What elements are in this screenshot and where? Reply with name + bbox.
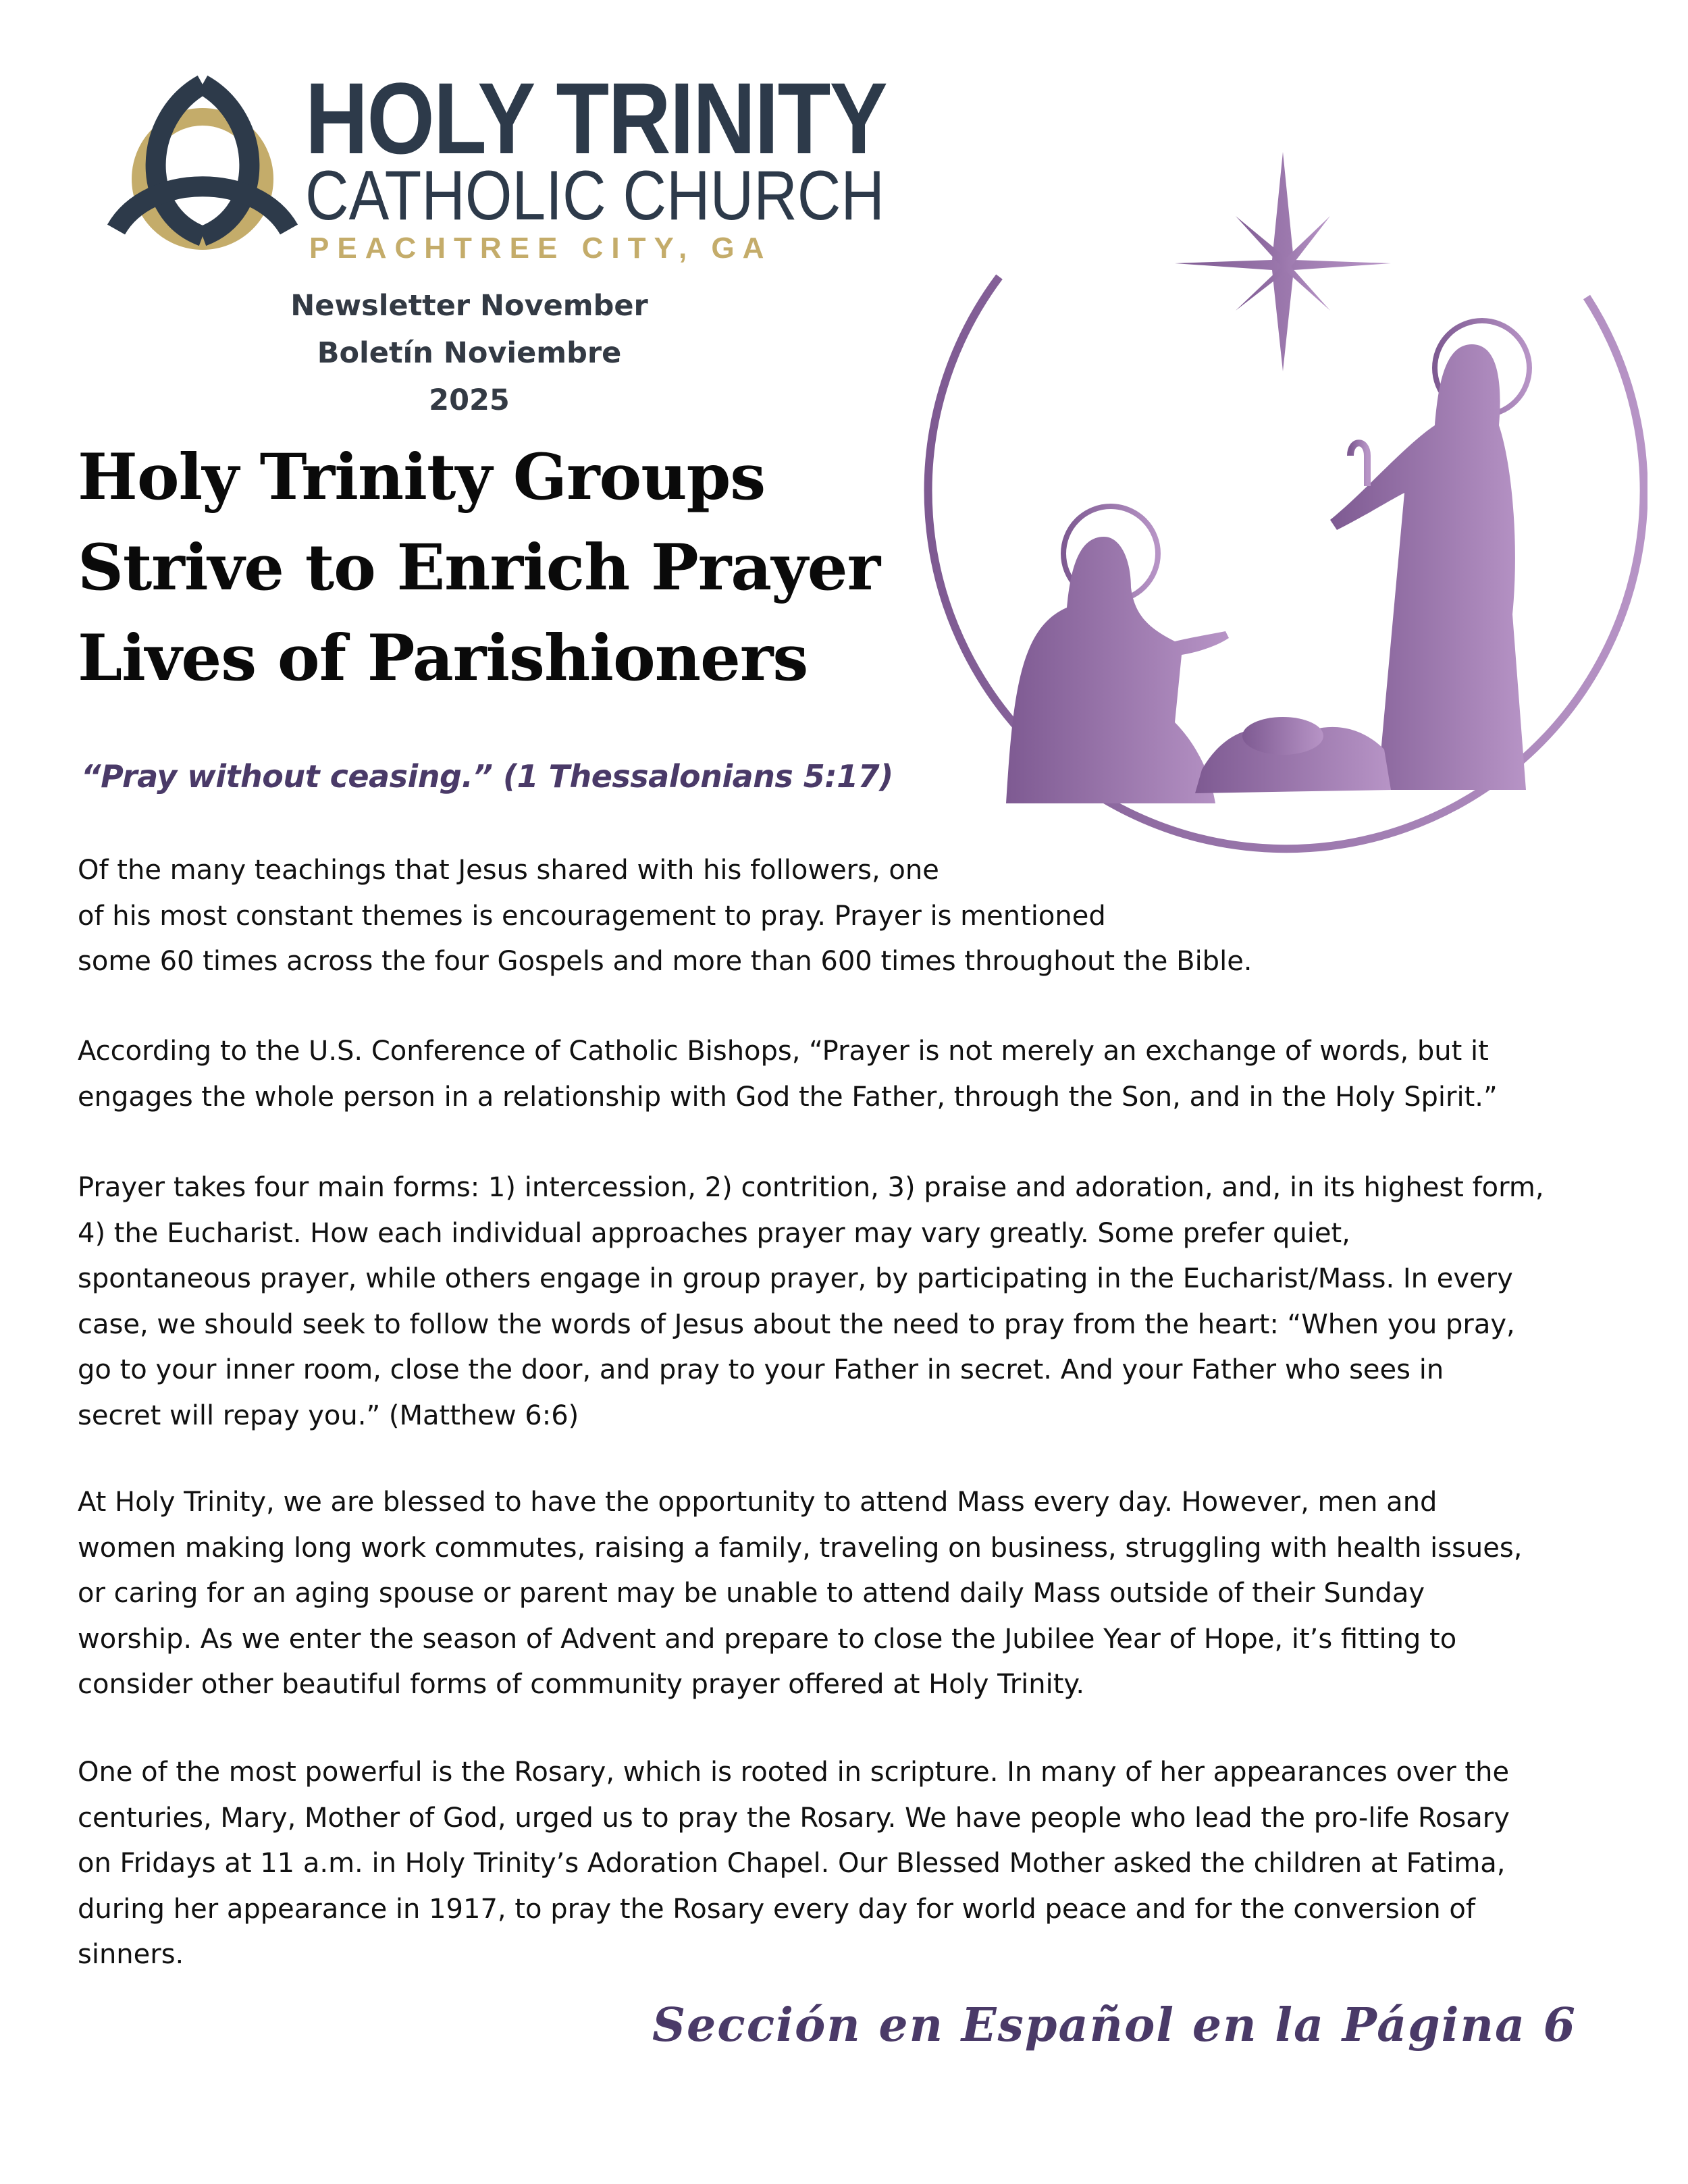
trinity-knot-logo-icon xyxy=(101,71,304,263)
paragraph-line: on Fridays at 11 a.m. in Holy Trinity’s Adoration Chapel. Our Blessed Mother asked the children at Fatima, xyxy=(78,1848,1506,1879)
headline-line: Lives of Parishioners xyxy=(78,621,808,695)
paragraph-line: during her appearance in 1917, to pray the Rosary every day for world peace and for the conversion of xyxy=(78,1893,1475,1925)
paragraph-line: some 60 times across the four Gospels and more than 600 times throughout the Bible. xyxy=(78,946,1252,977)
headline-line: Holy Trinity Groups xyxy=(78,440,766,514)
paragraph-line: Prayer takes four main forms: 1) intercession, 2) contrition, 3) praise and adoration, and, in its highest form, xyxy=(78,1172,1544,1203)
logo-location: PEACHTREE CITY, GA xyxy=(309,232,772,265)
paragraph-line: At Holy Trinity, we are blessed to have the opportunity to attend Mass every day. However, men and xyxy=(78,1487,1438,1518)
paragraph-line: One of the most powerful is the Rosary, which is rooted in scripture. In many of her appearances over the xyxy=(78,1757,1510,1788)
paragraph-line: According to the U.S. Conference of Catholic Bishops, “Prayer is not merely an exchange of words, but it xyxy=(78,1036,1489,1067)
body-paragraph xyxy=(78,848,1583,985)
paragraph-line: women making long work commutes, raising a family, traveling on business, struggling with health issues, xyxy=(78,1532,1523,1564)
body-paragraph xyxy=(78,1165,1583,1439)
paragraph-line: or caring for an aging spouse or parent may be unable to attend daily Mass outside of their Sunday xyxy=(78,1578,1425,1609)
scripture-quote: “Pray without ceasing.” (1 Thessalonians 5:17) xyxy=(81,758,893,795)
paragraph-line: 4) the Eucharist. How each individual approaches prayer may vary greatly. Some prefer quiet, xyxy=(78,1217,1350,1249)
paragraph-line: sinners. xyxy=(78,1939,184,1970)
headline-line: Strive to Enrich Prayer xyxy=(78,531,880,605)
logo-title: HOLY TRINITY xyxy=(305,61,887,175)
nativity-scene-icon xyxy=(918,142,1647,857)
spanish-section-note: Sección en Español en la Página 6 xyxy=(652,1998,1577,2052)
logo-subtitle: CATHOLIC CHURCH xyxy=(305,157,885,235)
paragraph-line: spontaneous prayer, while others engage in group prayer, by participating in the Eucharist/Mass. In every xyxy=(78,1263,1513,1294)
paragraph-line: centuries, Mary, Mother of God, urged us to pray the Rosary. We have people who lead the pro-life Rosary xyxy=(78,1802,1510,1834)
paragraph-line: of his most constant themes is encouragement to pray. Prayer is mentioned xyxy=(78,900,1106,932)
paragraph-line: secret will repay you.” (Matthew 6:6) xyxy=(78,1400,579,1431)
paragraph-line: engages the whole person in a relationship with God the Father, through the Son, and in the Holy Spirit.” xyxy=(78,1081,1498,1113)
newsletter-year: 2025 xyxy=(429,383,510,417)
paragraph-line: Of the many teachings that Jesus shared with his followers, one xyxy=(78,855,939,886)
paragraph-line: worship. As we enter the season of Advent and prepare to close the Jubilee Year of Hope, it’s fitting to xyxy=(78,1623,1457,1655)
body-paragraph xyxy=(78,1480,1583,1708)
paragraph-line: go to your inner room, close the door, and pray to your Father in secret. And your Father who sees in xyxy=(78,1354,1444,1385)
body-paragraph xyxy=(78,1029,1583,1120)
paragraph-line: case, we should seek to follow the words of Jesus about the need to pray from the heart: “When you pray, xyxy=(78,1308,1515,1340)
page-title xyxy=(78,432,922,703)
newsletter-date-block xyxy=(270,282,668,424)
newsletter-label-en: Newsletter November xyxy=(290,289,648,323)
newsletter-label-es: Boletín Noviembre xyxy=(317,336,622,370)
paragraph-line: consider other beautiful forms of community prayer offered at Holy Trinity. xyxy=(78,1669,1085,1700)
body-paragraph xyxy=(78,1750,1583,1978)
